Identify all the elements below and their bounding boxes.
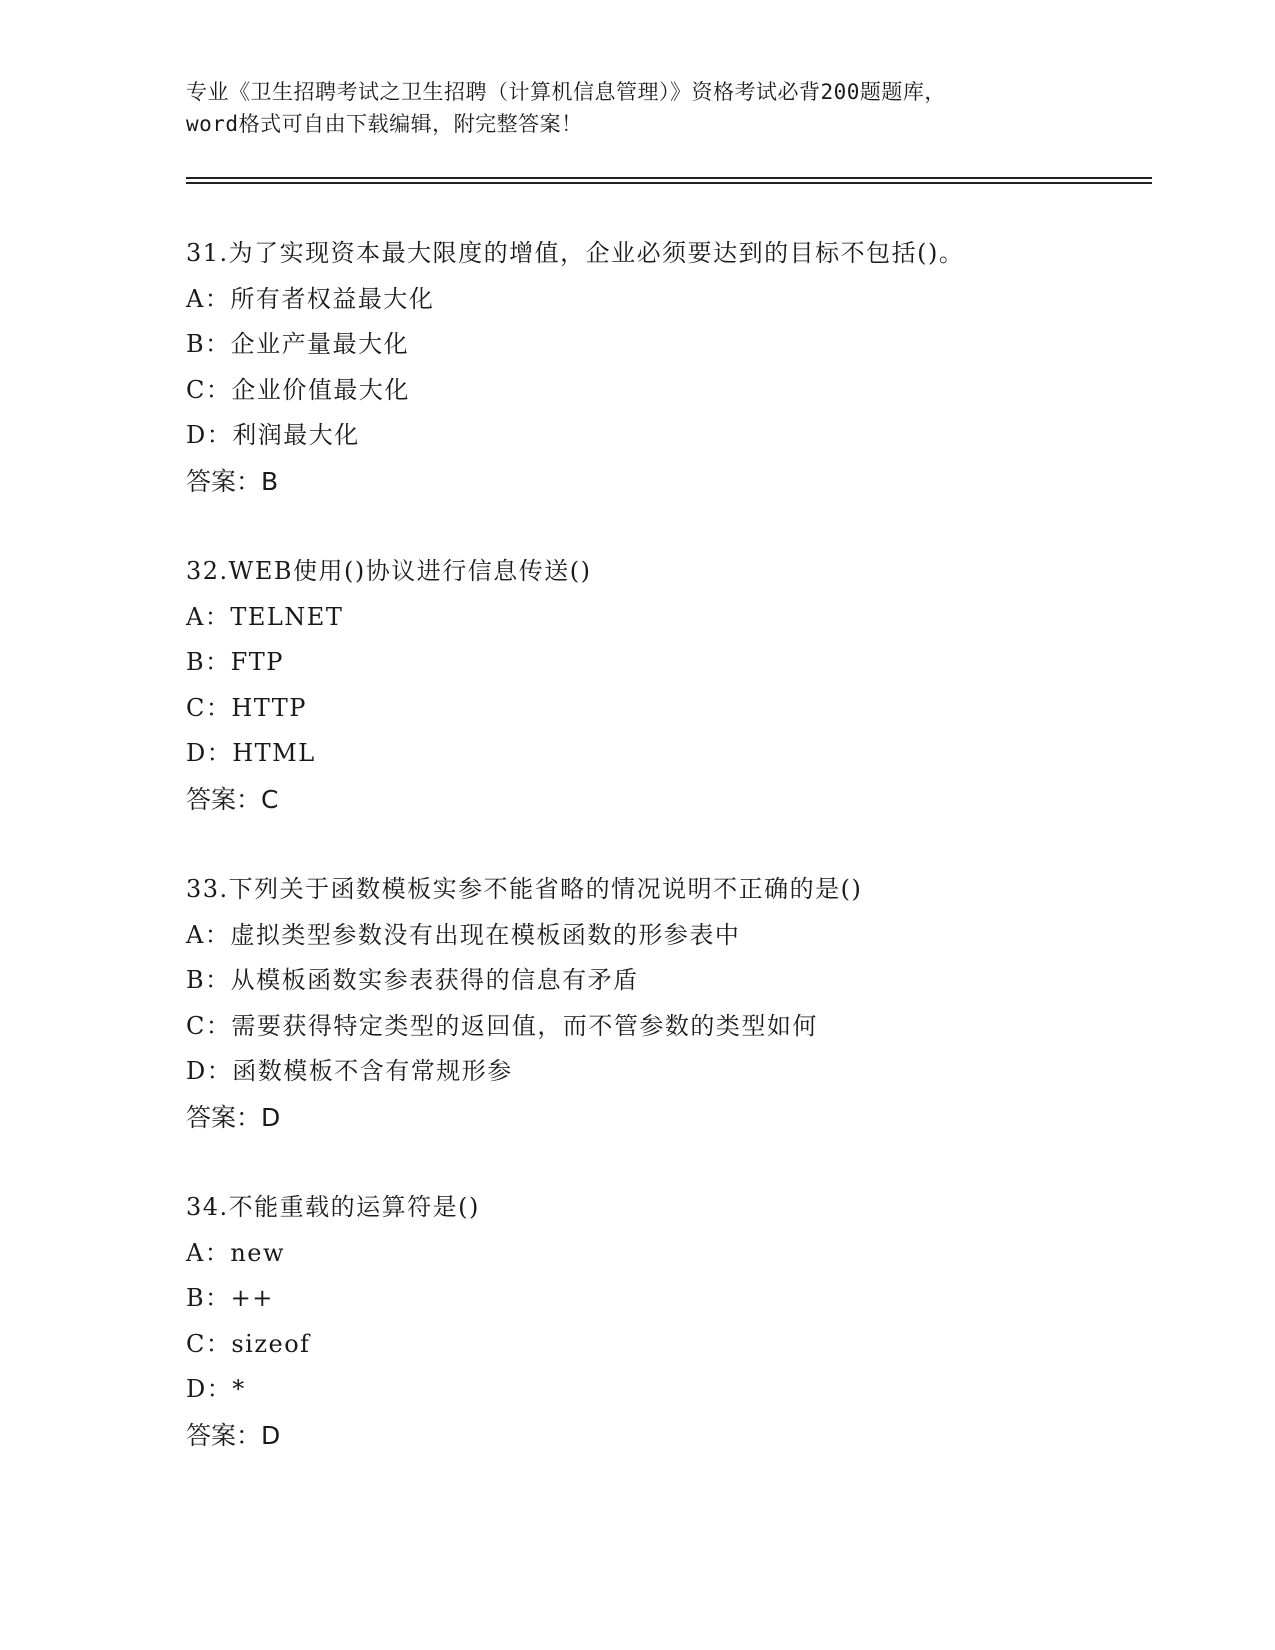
answer-line: 答案：C <box>186 784 279 814</box>
option-d: D：HTML <box>186 739 316 767</box>
question-stem: 31.为了实现资本最大限度的增值，企业必须要达到的目标不包括()。 <box>186 239 965 267</box>
header-line-1: 专业《卫生招聘考试之卫生招聘（计算机信息管理）》资格考试必背200题题库， <box>186 80 946 104</box>
question-31 <box>186 231 1146 549</box>
option-b: B：++ <box>186 1284 274 1312</box>
option-c: C：企业价值最大化 <box>186 375 410 404</box>
question-33 <box>186 867 1146 1185</box>
question-34 <box>186 1185 1146 1503</box>
option-d: D：* <box>186 1375 246 1403</box>
option-d: D：函数模板不含有常规形参 <box>186 1057 513 1085</box>
answer-line: 答案：B <box>186 466 279 496</box>
question-stem: 34.不能重载的运算符是() <box>186 1193 480 1221</box>
option-a: A：所有者权益最大化 <box>186 284 435 313</box>
option-a: A：TELNET <box>186 602 344 631</box>
option-a: A：虚拟类型参数没有出现在模板函数的形参表中 <box>186 920 741 949</box>
header-line-2: word格式可自由下载编辑，附完整答案！ <box>186 112 583 136</box>
option-b: B：从模板函数实参表获得的信息有矛盾 <box>186 966 639 994</box>
option-b: B：FTP <box>186 648 284 676</box>
header-divider-bottom <box>186 182 1152 184</box>
header-divider-top <box>186 177 1152 179</box>
option-c: C：需要获得特定类型的返回值，而不管参数的类型如何 <box>186 1011 818 1040</box>
option-c: C：sizeof <box>186 1329 311 1358</box>
question-stem: 32.WEB使用()协议进行信息传送() <box>186 557 592 585</box>
question-32 <box>186 549 1146 867</box>
answer-line: 答案：D <box>186 1102 281 1132</box>
option-a: A：new <box>186 1238 286 1267</box>
option-b: B：企业产量最大化 <box>186 330 410 358</box>
question-stem: 33.下列关于函数模板实参不能省略的情况说明不正确的是() <box>186 875 863 903</box>
question-list <box>186 231 1146 1503</box>
option-d: D：利润最大化 <box>186 421 360 449</box>
answer-line: 答案：D <box>186 1420 281 1450</box>
option-c: C：HTTP <box>186 693 307 722</box>
document-header <box>186 76 1086 140</box>
